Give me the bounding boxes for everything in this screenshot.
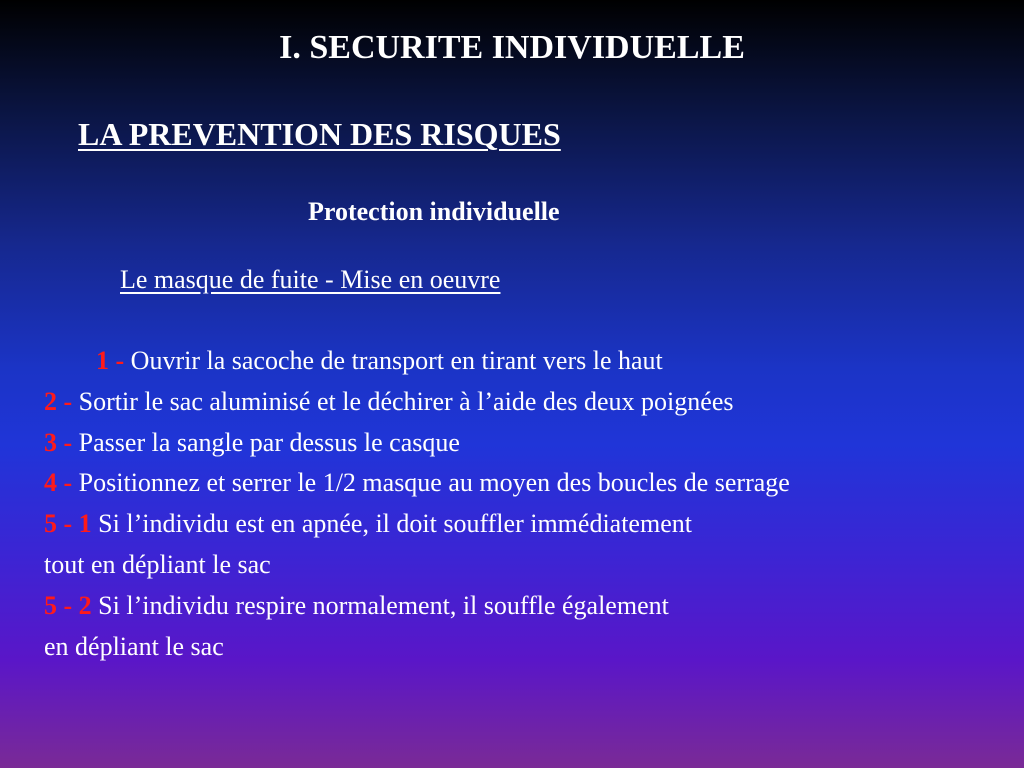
step-text: Sortir le sac aluminisé et le déchirer à l’aide des deux poignées: [78, 386, 734, 416]
step-4: [44, 463, 1024, 504]
step-number: 4 -: [44, 468, 79, 498]
step-number: 3 -: [44, 427, 79, 457]
step-3: [44, 423, 1024, 464]
slide-title: I. SECURITE INDIVIDUELLE: [279, 29, 745, 66]
step-text: Passer la sangle par dessus le casque: [78, 427, 460, 457]
step-text: Si l’individu est en apnée, il doit souffler immédiatement: [98, 509, 692, 539]
step-text: Positionnez et serrer le 1/2 masque au moyen des boucles de serrage: [78, 468, 790, 498]
step-1: [44, 341, 1024, 382]
step-number: 5 - 1: [44, 509, 99, 539]
topic-heading: Le masque de fuite - Mise en oeuvre: [120, 265, 501, 294]
step-continuation-text: en dépliant le sac: [44, 631, 224, 661]
step-text: Si l’individu respire normalement, il souffle également: [98, 590, 669, 620]
step-5-1-continuation: [44, 545, 1024, 586]
step-5-1: [44, 504, 1024, 545]
step-number: 1 -: [96, 346, 131, 375]
step-number: 2 -: [44, 386, 79, 416]
step-2: [44, 382, 1024, 423]
steps-list: [44, 341, 1024, 667]
step-text: Ouvrir la sacoche de transport en tirant vers le haut: [130, 346, 663, 375]
step-continuation-text: tout en dépliant le sac: [44, 549, 271, 579]
step-5-2-continuation: [44, 627, 1024, 668]
step-5-2: [44, 586, 1024, 627]
step-number: 5 - 2: [44, 590, 99, 620]
slide-subtitle: LA PREVENTION DES RISQUES: [78, 116, 561, 152]
section-heading: Protection individuelle: [308, 197, 560, 226]
